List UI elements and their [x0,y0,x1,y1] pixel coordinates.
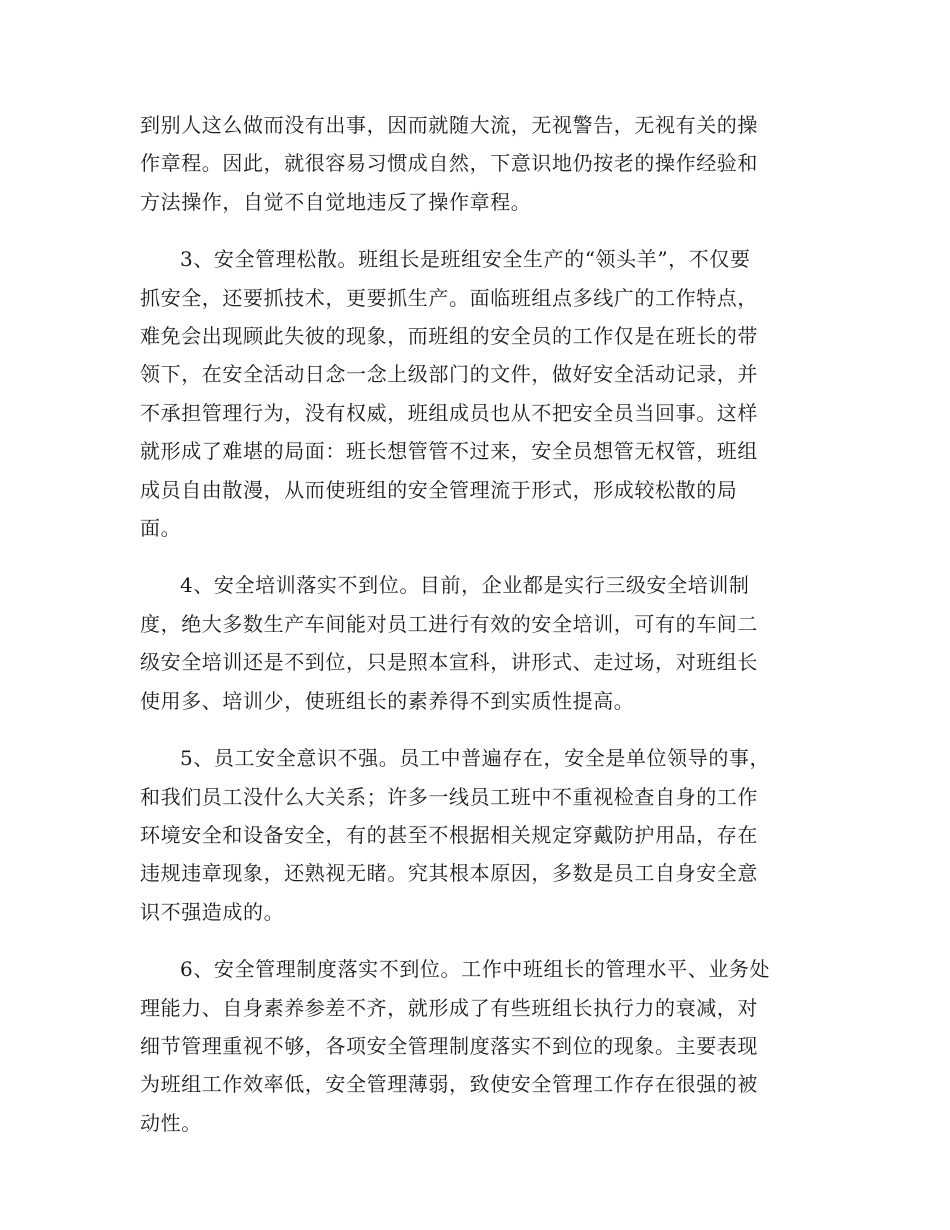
text-line: 难免会出现顾此失彼的现象，而班组的安全员的工作仅是在班长的带 [140,324,758,349]
paragraph-item-6 [140,950,805,1142]
text-line: 为班组工作效率低，安全管理薄弱，致使安全管理工作存在很强的被 [140,1072,758,1097]
text-line: 方法操作，自觉不自觉地违反了操作章程。 [140,189,532,214]
text-line: 细节管理重视不够，各项安全管理制度落实不到位的现象。主要表现 [140,1033,758,1058]
text-line: 违规违章现象，还熟视无睹。究其根本原因，多数是员工自身安全意 [140,861,758,886]
text-line: 不承担管理行为，没有权威，班组成员也从不把安全员当回事。这样 [140,400,758,425]
text-line: 理能力、自身素养参差不齐，就形成了有些班组长执行力的衰减，对 [140,995,758,1020]
text-line: 就形成了难堪的局面：班长想管管不过来，安全员想管无权管，班组 [140,439,758,464]
text-line: 级安全培训还是不到位，只是照本宣科，讲形式、走过场，对班组长 [140,650,758,675]
text-line: 作章程。因此，就很容易习惯成自然，下意识地仍按老的操作经验和 [140,151,758,176]
paragraph-item-5 [140,739,805,931]
text-line: 5、员工安全意识不强。员工中普遍存在，安全是单位领导的事， [180,746,771,771]
text-line: 成员自由散漫，从而使班组的安全管理流于形式，形成较松散的局 [140,477,738,502]
paragraph-item-3 [140,240,805,547]
text-line: 抓安全，还要抓技术，更要抓生产。面临班组点多线广的工作特点， [140,285,758,310]
text-line: 领下，在安全活动日念一念上级部门的文件，做好安全活动记录，并 [140,362,758,387]
text-line: 面。 [140,516,182,541]
text-line: 4、安全培训落实不到位。目前，企业都是实行三级安全培训制 [180,573,750,598]
text-line: 环境安全和设备安全，有的甚至不根据相关规定穿戴防护用品，存在 [140,822,758,847]
text-line: 6、安全管理制度落实不到位。工作中班组长的管理水平、业务处 [180,957,771,982]
text-line: 到别人这么做而没有出事，因而就随大流，无视警告，无视有关的操 [140,113,758,137]
text-line: 使用多、培训少，使班组长的素养得不到实质性提高。 [140,688,635,713]
text-line: 和我们员工没什么大关系；许多一线员工班中不重视检查自身的工作 [140,784,758,809]
document-body [140,106,805,1161]
text-line: 识不强造成的。 [140,899,285,924]
text-line: 度，绝大多数生产车间能对员工进行有效的安全培训，可有的车间二 [140,611,758,636]
paragraph-continuation [140,106,805,221]
paragraph-item-4 [140,566,805,720]
text-line: 3、安全管理松散。班组长是班组安全生产的“领头羊”，不仅要 [180,247,751,272]
text-line: 动性。 [140,1110,202,1135]
